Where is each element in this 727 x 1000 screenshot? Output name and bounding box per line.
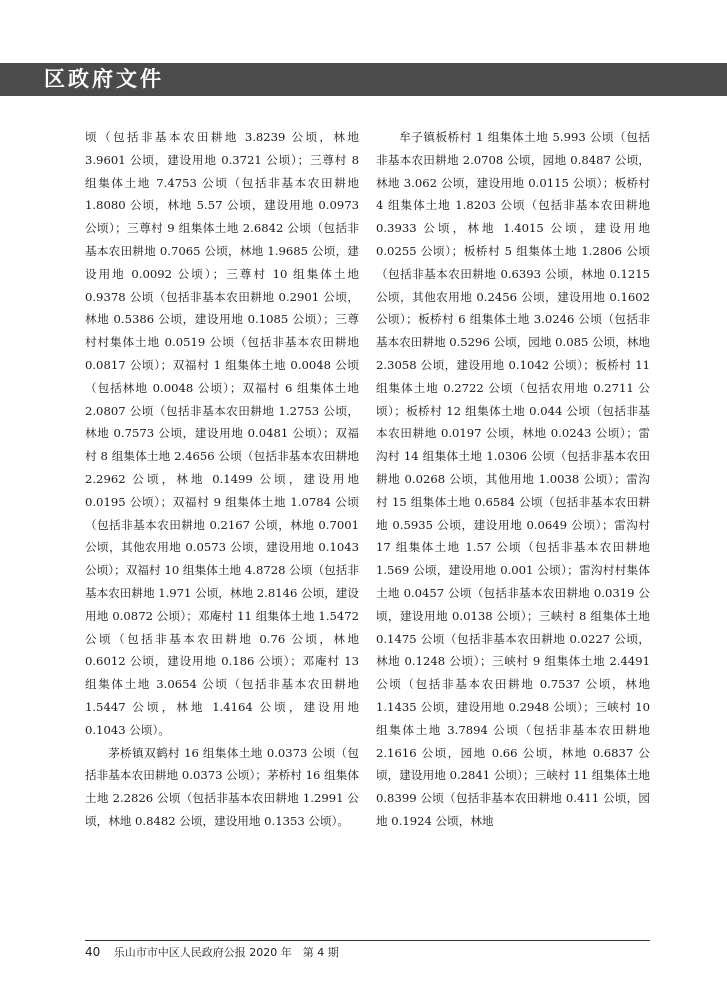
section-header-band xyxy=(0,63,727,96)
paragraph: 顷（包括非基本农田耕地 3.8239 公顷，林地 3.9601 公顷，建设用地 0.3721 公顷）；三尊村 8 组集体土地 7.4753 公顷（包括非基本农田耕地 1.8080 公顷，林地 5.57 公顷，建设用地 0.0973 公顷）；三尊村 9 组集体土地 2.6842 公顷（包括非基本农田耕地 0.7065 公顷，林地 1.9685 公顷，建设用地 0.0092 公顷）；三尊村 10 组集体土地 0.9378 公顷（包括非基本农田耕地 0.2901 公顷，林地 0.5386 公顷，建设用地 0.1085 公顷）；三尊村村集体土地 0.0519 公顷（包括非基本农田耕地 0.0817 公顷）；双福村 1 组集体土地 0.0048 公顷（包括林地 0.0048 公顷）；双福村 6 组集体土地 2.0807 公顷（包括非基本农田耕地 1.2753 公顷，林地 0.7573 公顷，建设用地 0.0481 公顷）；双福村 8 组集体土地 2.4656 公顷（包括非基本农田耕地 2.2962 公顷，林地 0.1499 公顷，建设用地 0.0195 公顷）；双福村 9 组集体土地 1.0784 公顷（包括非基本农田耕地 0.2167 公顷，林地 0.7001 公顷，其他农用地 0.0573 公顷，建设用地 0.1043 公顷）；双福村 10 组集体土地 4.8728 公顷（包括非基本农田耕地 1.971 公顷，林地 2.8146 公顷，建设用地 0.0872 公顷）；邓庵村 11 组集体土地 1.5472 公顷（包括非基本农田耕地 0.76 公顷，林地 0.6012 公顷，建设用地 0.186 公顷）；邓庵村 13 组集体土地 3.0654 公顷（包括非基本农田耕地 1.5447 公顷，林地 1.4164 公顷，建设用地 0.1043 公顷）。 xyxy=(85,130,359,737)
paragraph: 牟子镇板桥村 1 组集体土地 5.993 公顷（包括非基本农田耕地 2.0708 公顷，园地 0.8487 公顷，林地 3.062 公顷，建设用地 0.0115 公顷）；板桥村 4 组集体土地 1.8203 公顷（包括非基本农田耕地 0.3933 公顷，林地 1.4015 公顷，建设用地 0.0255 公顷）；板桥村 5 组集体土地 1.2806 公顷（包括非基本农田耕地 0.6393 公顷，林地 0.1215 公顷，其他农用地 0.2456 公顷，建设用地 0.1602 公顷）；板桥村 6 组集体土地 3.0246 公顷（包括非基本农田耕地 0.5296 公顷，园地 0.085 公顷，林地 2.3058 公顷，建设用地 0.1042 公顷）；板桥村 11 组集体土地 0.2722 公顷（包括农用地 0.2711 公顷）；板桥村 12 组集体土地 0.044 公顷（包括非基本农田耕地 0.0197 公顷，林地 0.0243 公顷）；雷沟村 14 组集体土地 1.0306 公顷（包括非基本农田耕地 0.0268 公顷，其他用地 1.0038 公顷）；雷沟村 15 组集体土地 0.6584 公顷（包括非基本农田耕地 0.5935 公顷，建设用地 0.0649 公顷）；雷沟村 17 组集体土地 1.57 公顷（包括非基本农田耕地 1.569 公顷，建设用地 0.001 公顷）；雷沟村村集体土地 0.0457 公顷（包括非基本农田耕地 0.0319 公顷，建设用地 0.0138 公顷）；三峡村 8 组集体土地 0.1475 公顷（包括非基本农田耕地 0.0227 公顷，林地 0.1248 公顷）；三峡村 9 组集体土地 2.4491 公顷（包括非基本农田耕地 0.7537 公顷，林地 1.1435 公顷，建设用地 0.2948 公顷）；三峡村 10 组集体土地 3.7894 公顷（包括非基本农田耕地 2.1616 公顷，园地 0.66 公顷，林地 0.6837 公顷，建设用地 0.2841 公顷）；三峡村 11 组集体土地 0.8399 公顷（包括非基本农田耕地 0.411 公顷，园地 0.1924 公顷，林地 xyxy=(376,130,650,828)
paragraph: 茅桥镇双鹤村 16 组集体土地 0.0373 公顷（包括非基本农田耕地 0.0373 公顷）；茅桥村 16 组集体土地 2.2826 公顷（包括非基本农田耕地 1.2991 公顷，林地 0.8482 公顷，建设用地 0.1353 公顷）。 xyxy=(85,745,359,828)
right-text-column xyxy=(376,126,650,833)
footer-divider xyxy=(85,940,650,941)
page-number: 40 xyxy=(85,945,101,959)
section-title: 区政府文件 xyxy=(44,67,164,91)
publication-title: 乐山市市中区人民政府公报 2020 年 第 4 期 xyxy=(113,946,339,959)
left-text-column xyxy=(85,126,359,833)
page-footer xyxy=(85,944,339,960)
